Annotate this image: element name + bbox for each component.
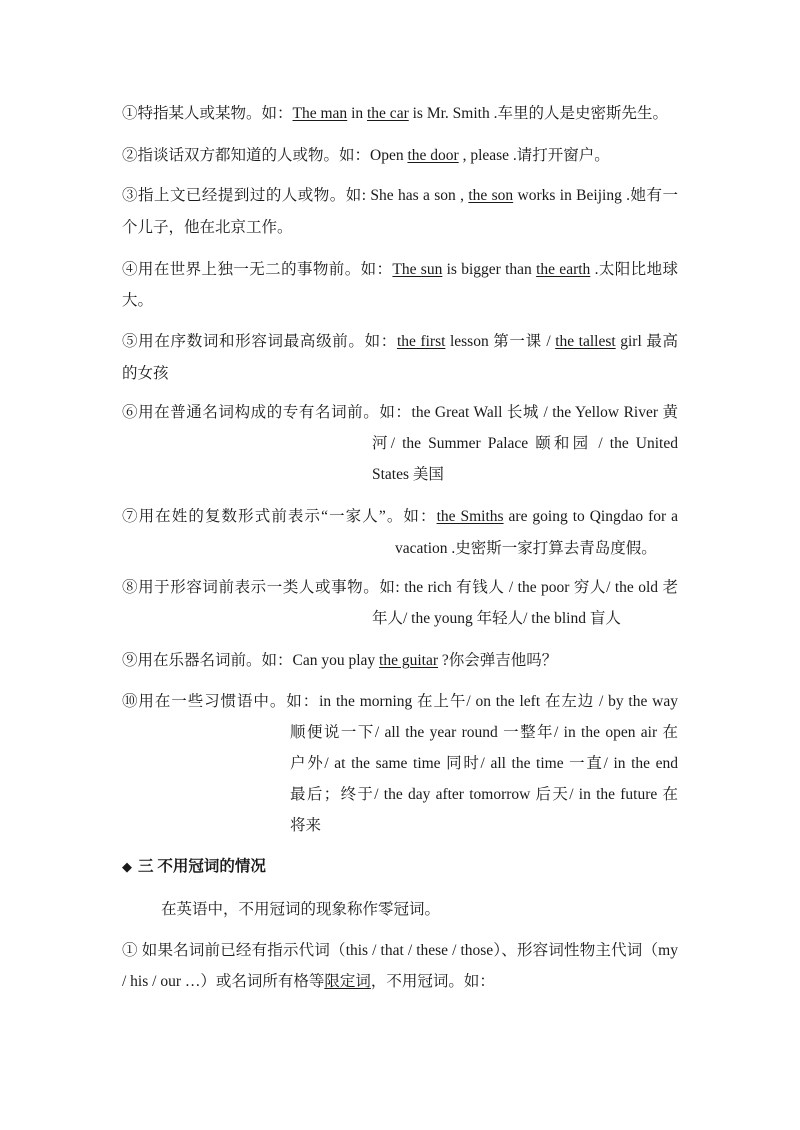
rule-1-line-1: [122, 941, 678, 961]
item-7-line-2: [395, 539, 657, 559]
underlined-phrase: the first: [396, 333, 446, 350]
item-8-line-2: [372, 609, 621, 629]
underlined-phrase: the door: [407, 147, 459, 164]
section-intro: 在英语中，不用冠词的现象称作零冠词。: [161, 901, 441, 918]
item-9-line-1: [122, 651, 557, 671]
item-6-line-3: [372, 465, 444, 485]
text-segment: 个儿子，他在北京工作。: [122, 219, 293, 236]
item-3-line-2: [122, 218, 293, 238]
item-6-line-2: [372, 434, 678, 454]
underlined-phrase: the Smiths: [436, 508, 504, 525]
text-segment: ?你会弹吉他吗？: [438, 652, 558, 669]
text-segment: 将来: [290, 817, 322, 834]
text-segment: ⑥用在普通名词构成的专有名词前。如：the Great Wall 长城 / the Yellow River 黄: [122, 404, 678, 421]
text-segment: 顺便说一下/ all the year round 一整年/ in the open air 在: [290, 724, 678, 741]
text-segment: are going to Qingdao for a: [503, 508, 678, 525]
underlined-phrase: the car: [367, 105, 409, 122]
text-segment: ⑧用于形容词前表示一类人或事物。如: the rich 有钱人 / the poor 穷人/ the old 老: [122, 579, 678, 596]
text-segment: / his / our …）或名词所有格等: [122, 973, 325, 990]
item-4-line-1: [122, 260, 678, 280]
item-5-line-2: [122, 364, 169, 384]
text-segment: 的女孩: [122, 365, 169, 382]
item-3-line-1: [122, 186, 678, 206]
text-segment: works in Beijing .她有一: [513, 187, 678, 204]
underlined-phrase: The man: [292, 105, 348, 122]
underlined-phrase: the earth: [536, 261, 591, 278]
item-2-line-1: [122, 146, 610, 166]
text-segment: ，不用冠词。如：: [370, 973, 495, 990]
item-10-line-3: [290, 754, 678, 774]
text-segment: ②指谈话双方都知道的人或物。如：Open: [122, 147, 408, 164]
text-segment: , please .请打开窗户。: [458, 147, 610, 164]
item-10-line-1: [122, 692, 678, 712]
text-segment: ③指上文已经提到过的人或物。如: She has a son ,: [122, 187, 469, 204]
text-segment: ①特指某人或某物。如：: [122, 105, 293, 122]
text-segment: ④用在世界上独一无二的事物前。如：: [122, 261, 393, 278]
text-segment: .太阳比地球: [590, 261, 678, 278]
item-10-line-4: [290, 785, 678, 805]
item-10-line-2: [290, 723, 678, 743]
text-segment: 大。: [122, 292, 154, 309]
item-1-line-1: [122, 104, 668, 124]
text-segment: 河/ the Summer Palace 颐和园 / the United: [372, 435, 678, 452]
underlined-phrase: The sun: [392, 261, 443, 278]
text-segment: vacation .史密斯一家打算去青岛度假。: [395, 540, 657, 557]
item-5-line-1: [122, 332, 678, 352]
text-segment: ⑦用在姓的复数形式前表示“一家人”。如：: [122, 508, 437, 525]
item-10-line-5: [290, 816, 321, 836]
text-segment: ⑨用在乐器名词前。如：Can you play: [122, 652, 380, 669]
rule-1-line-2: [122, 972, 495, 992]
text-segment: is bigger than: [442, 261, 537, 278]
text-segment: 最后；终于/ the day after tomorrow 后天/ in the future 在: [290, 786, 678, 803]
text-segment: ① 如果名词前已经有指示代词（this / that / these / those）、形容词性物主代词（my: [122, 942, 678, 959]
text-segment: girl 最高: [615, 333, 678, 350]
underlined-phrase: the son: [468, 187, 514, 204]
text-segment: in: [347, 105, 367, 122]
item-8-line-1: [122, 578, 678, 598]
text-segment: ⑤用在序数词和形容词最高级前。如：: [122, 333, 397, 350]
text-segment: States 美国: [372, 466, 444, 483]
text-segment: ⑩用在一些习惯语中。如：in the morning 在上午/ on the left 在左边 / by the way: [122, 693, 678, 710]
text-segment: 年人/ the young 年轻人/ the blind 盲人: [372, 610, 621, 627]
text-segment: is Mr. Smith .车里的人是史密斯先生。: [408, 105, 668, 122]
underlined-phrase: the guitar: [379, 652, 438, 669]
item-4-line-2: [122, 291, 153, 311]
section-heading: [122, 857, 266, 877]
item-6-line-1: [122, 403, 678, 423]
underlined-phrase: 限定词: [324, 973, 371, 990]
item-7-line-1: [122, 507, 678, 527]
diamond-bullet-icon: ◆: [122, 859, 132, 874]
text-segment: 户外/ at the same time 同时/ all the time 一直/ in the end: [290, 755, 678, 772]
text-segment: lesson 第一课 /: [445, 333, 556, 350]
underlined-phrase: the tallest: [555, 333, 616, 350]
section-title: 三 不用冠词的情况: [138, 858, 266, 875]
